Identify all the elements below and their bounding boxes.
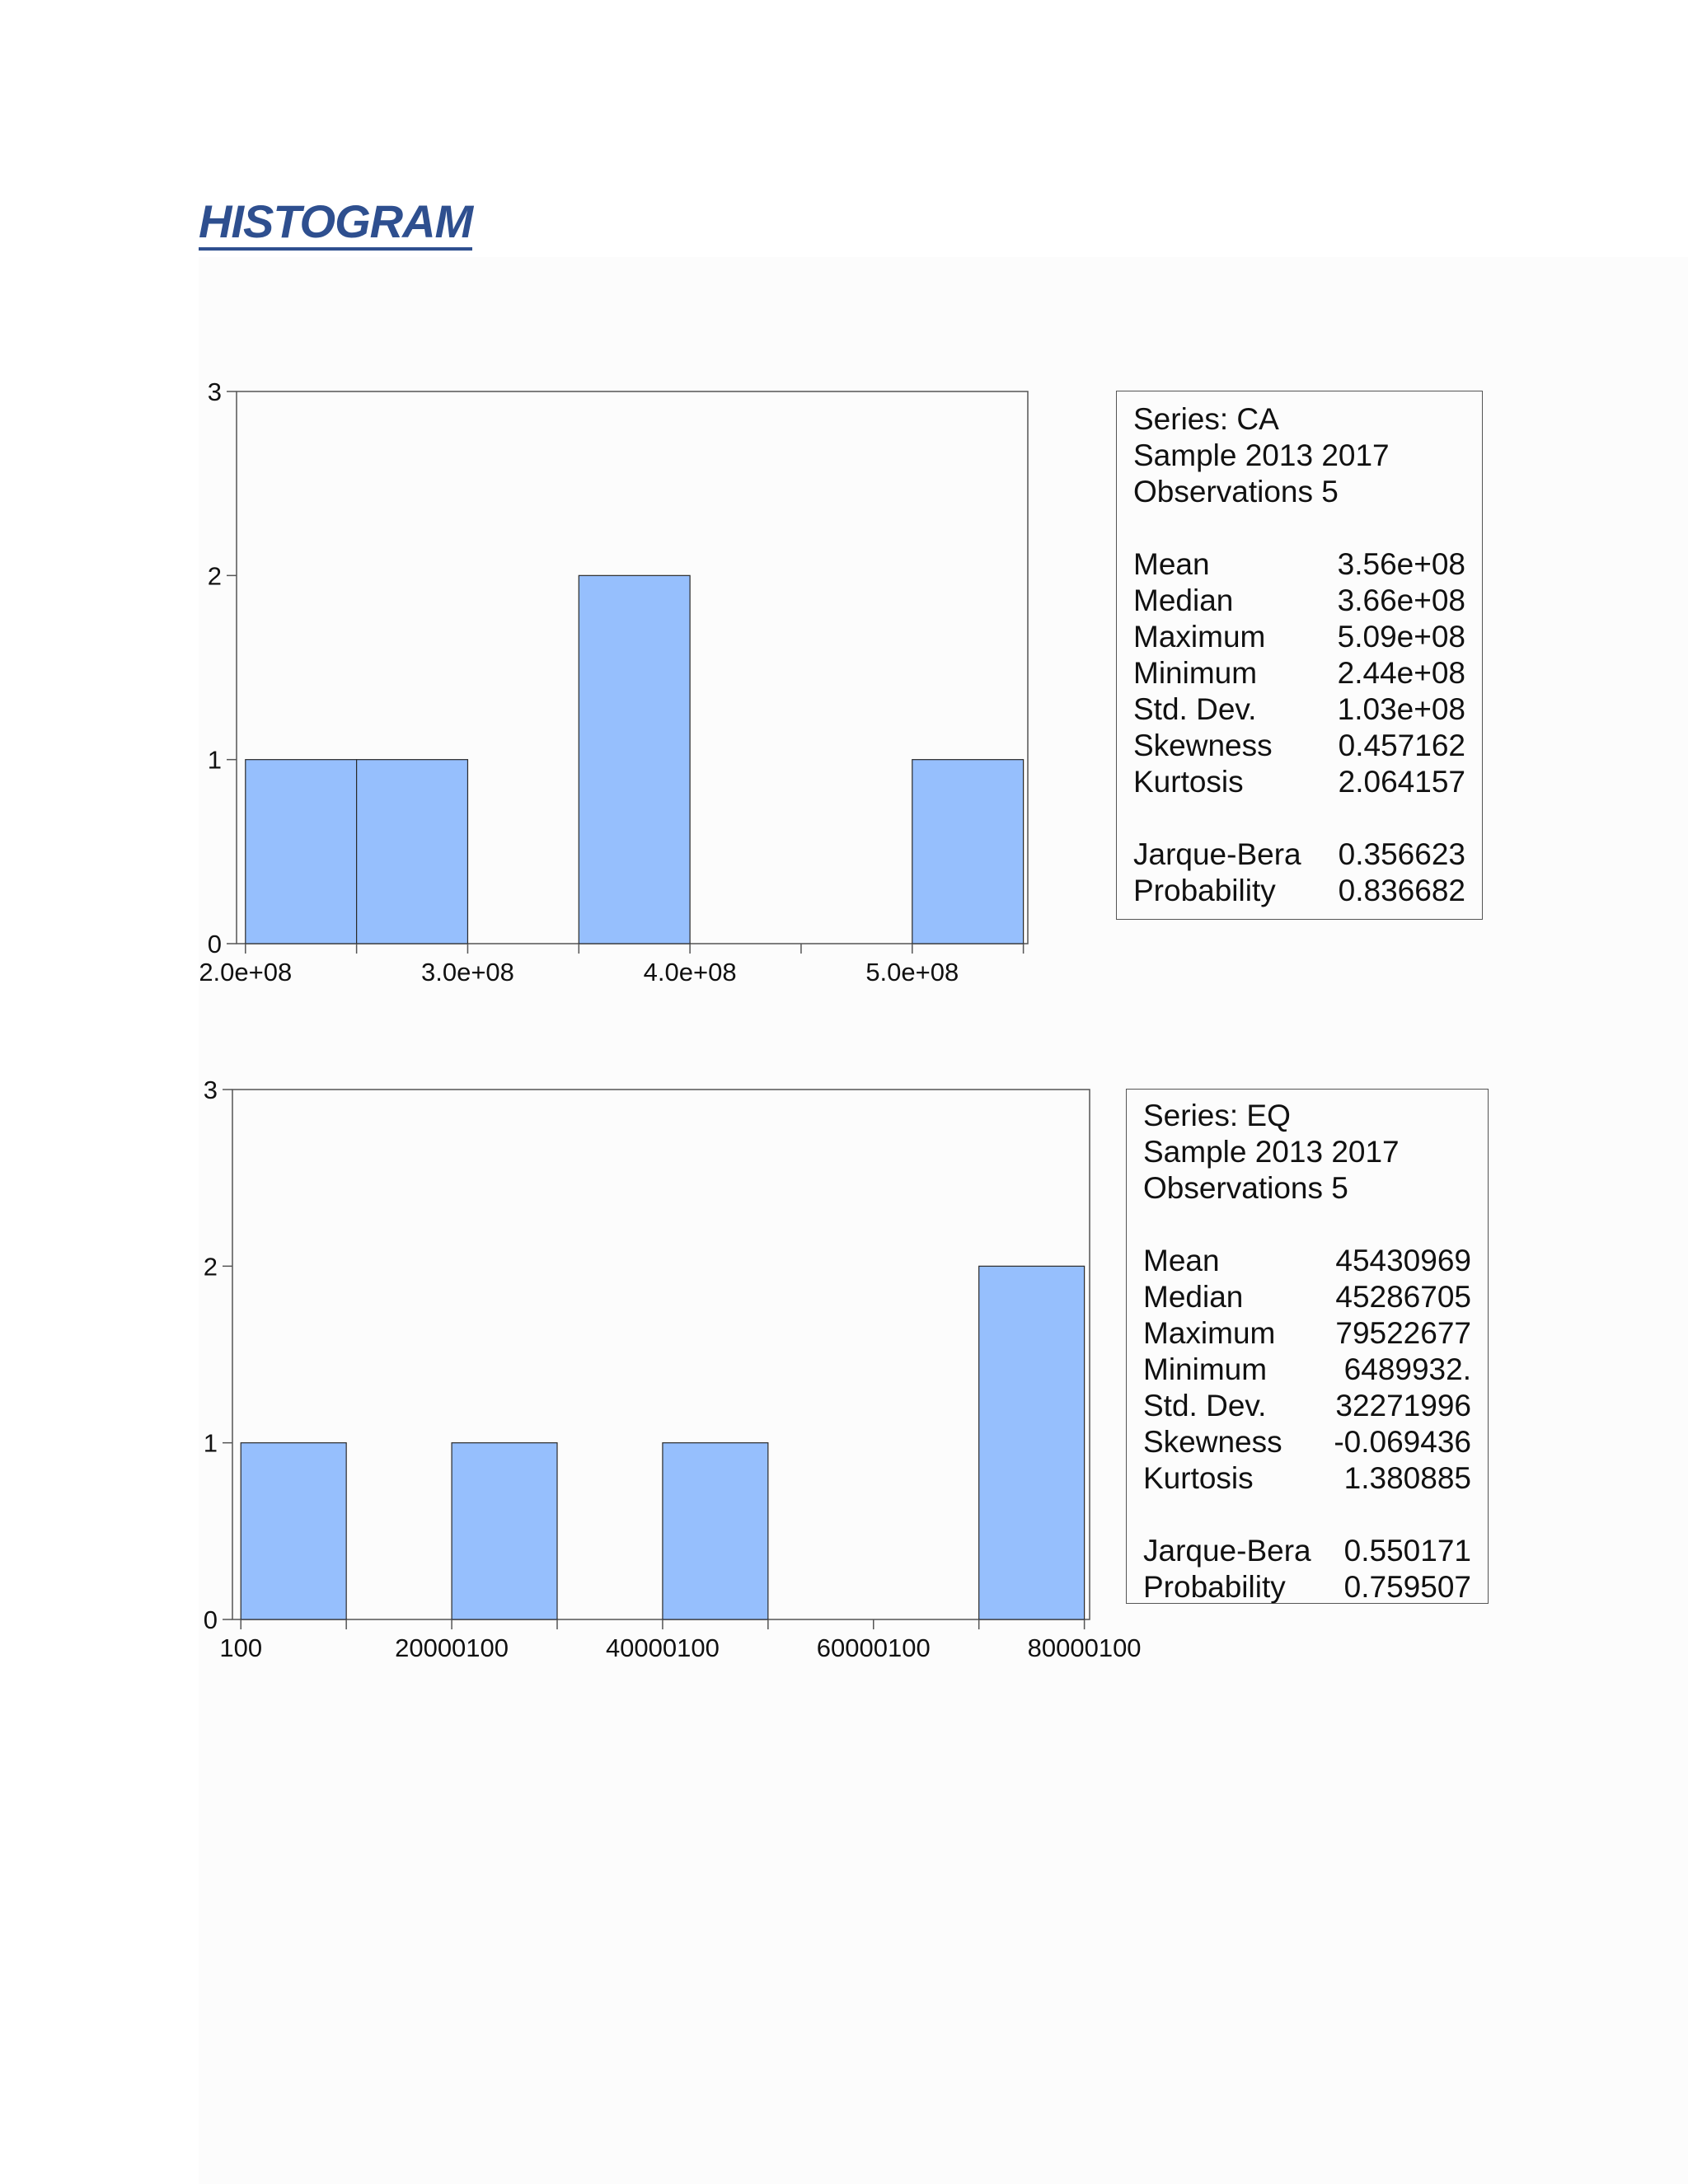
histogram-bar	[246, 760, 357, 944]
stats-series: Series: EQ	[1143, 1099, 1291, 1132]
stats-row	[1133, 764, 1465, 800]
stats-value: 0.457162	[1338, 729, 1465, 762]
stats-label: Minimum	[1133, 656, 1258, 690]
stats-sample: Sample 2013 2017	[1133, 438, 1390, 472]
stats-label: Mean	[1143, 1244, 1220, 1277]
x-tick-label: 60000100	[816, 1633, 931, 1662]
histogram-eq	[190, 1073, 1162, 1699]
stats-value: 2.064157	[1338, 765, 1465, 799]
stats-value: 3.56e+08	[1337, 547, 1465, 581]
plot-area	[232, 1090, 1090, 1619]
y-tick-label: 3	[207, 377, 222, 406]
stats-label: Skewness	[1133, 729, 1273, 762]
stats-row	[1133, 691, 1465, 728]
stats-label: Maximum	[1133, 620, 1266, 654]
stats-sample: Sample 2013 2017	[1143, 1135, 1400, 1169]
stats-row	[1143, 1533, 1471, 1569]
stats-row	[1143, 1424, 1471, 1460]
stats-value: 2.44e+08	[1337, 656, 1465, 690]
stats-label: Jarque-Bera	[1133, 837, 1301, 871]
stats-label: Skewness	[1143, 1425, 1282, 1459]
stats-label: Median	[1143, 1280, 1244, 1314]
stats-label: Probability	[1133, 874, 1276, 907]
stats-label: Std. Dev.	[1133, 692, 1257, 726]
stats-value: 0.759507	[1343, 1570, 1471, 1604]
stats-row	[1133, 873, 1465, 909]
stats-row	[1133, 655, 1465, 691]
histogram-bar	[579, 575, 690, 944]
stats-value: 5.09e+08	[1337, 620, 1465, 654]
stats-value: 1.03e+08	[1337, 692, 1465, 726]
y-tick-label: 2	[207, 561, 222, 591]
stats-label: Probability	[1143, 1570, 1286, 1604]
stats-value: 6489932.	[1343, 1352, 1471, 1386]
stats-value: 32271996	[1335, 1389, 1471, 1422]
stats-label: Kurtosis	[1133, 765, 1244, 799]
histogram-bar	[452, 1443, 557, 1619]
histogram-bar	[663, 1443, 768, 1619]
x-tick-label: 3.0e+08	[420, 958, 514, 987]
stats-observations: Observations 5	[1143, 1171, 1348, 1205]
stats-row	[1143, 1243, 1471, 1279]
stats-series: Series: CA	[1133, 402, 1279, 436]
x-tick-label: 80000100	[1027, 1633, 1142, 1662]
stats-row	[1143, 1569, 1471, 1605]
stats-label: Maximum	[1143, 1316, 1276, 1350]
stats-value: 0.356623	[1338, 837, 1465, 871]
x-tick-label: 40000100	[605, 1633, 720, 1662]
stats-observations: Observations 5	[1133, 475, 1339, 509]
stats-value: 1.380885	[1343, 1461, 1471, 1495]
page-title: HISTOGRAM	[199, 196, 472, 251]
stats-value: 45430969	[1335, 1244, 1471, 1277]
stats-row	[1133, 728, 1465, 764]
stats-row	[1133, 546, 1465, 583]
stats-box-eq	[1126, 1089, 1489, 1604]
stats-label: Std. Dev.	[1143, 1389, 1267, 1422]
y-tick-label: 3	[203, 1076, 218, 1104]
stats-label: Jarque-Bera	[1143, 1534, 1311, 1568]
y-tick-label: 1	[207, 745, 222, 775]
histogram-bar	[912, 760, 1024, 944]
y-tick-label: 2	[203, 1252, 218, 1282]
x-tick-label: 4.0e+08	[643, 958, 737, 987]
stats-row	[1143, 1460, 1471, 1497]
stats-row	[1133, 583, 1465, 619]
histogram-bar	[357, 760, 468, 944]
stats-value: 0.836682	[1338, 874, 1465, 907]
stats-value: 0.550171	[1343, 1534, 1471, 1568]
x-tick-label: 2.0e+08	[199, 958, 293, 987]
stats-label: Mean	[1133, 547, 1210, 581]
x-tick-label: 100	[219, 1633, 263, 1662]
histogram-bar	[241, 1443, 346, 1619]
stats-row	[1133, 837, 1465, 873]
y-tick-label: 0	[203, 1605, 218, 1634]
histogram-ca	[190, 375, 1039, 1001]
stats-label: Median	[1133, 583, 1234, 617]
stats-row	[1143, 1279, 1471, 1315]
y-tick-label: 1	[203, 1428, 218, 1458]
stats-box-ca	[1116, 391, 1483, 920]
stats-row	[1133, 619, 1465, 655]
x-tick-label: 20000100	[395, 1633, 509, 1662]
stats-value: 79522677	[1335, 1316, 1471, 1350]
stats-label: Kurtosis	[1143, 1461, 1254, 1495]
stats-label: Minimum	[1143, 1352, 1268, 1386]
x-tick-label: 5.0e+08	[865, 958, 959, 987]
stats-row	[1143, 1352, 1471, 1388]
stats-value: -0.069436	[1334, 1425, 1471, 1459]
stats-value: 3.66e+08	[1337, 583, 1465, 617]
stats-value: 45286705	[1335, 1280, 1471, 1314]
stats-row	[1143, 1388, 1471, 1424]
stats-row	[1143, 1315, 1471, 1352]
y-tick-label: 0	[207, 930, 222, 958]
histogram-bar	[979, 1266, 1085, 1619]
